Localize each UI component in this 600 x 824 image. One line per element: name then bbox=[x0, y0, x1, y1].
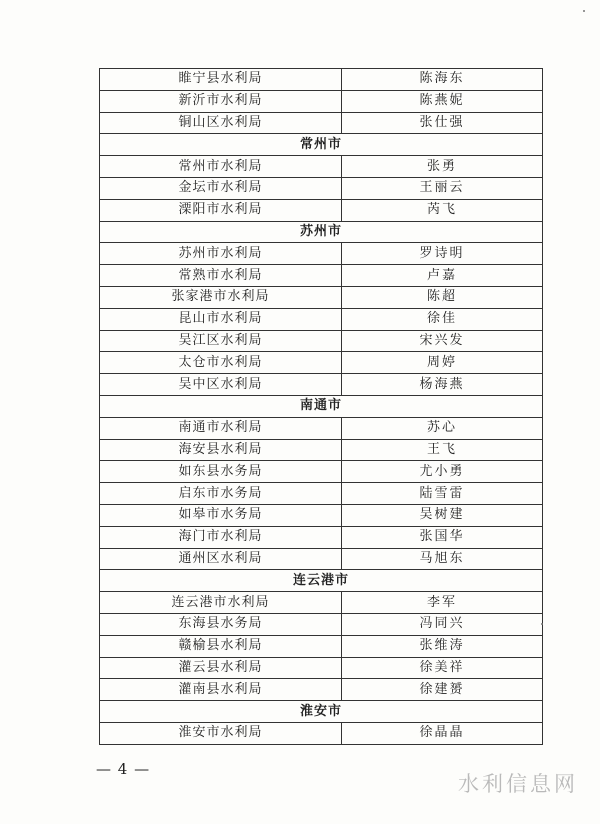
region-header: 淮安市 bbox=[100, 701, 543, 723]
unit-name-cell: 铜山区水利局 bbox=[100, 112, 342, 134]
person-name-cell: 罗诗明 bbox=[342, 243, 543, 265]
table-row bbox=[100, 90, 543, 112]
person-name-cell: 张勇 bbox=[342, 156, 543, 178]
person-name-cell: 陈燕妮 bbox=[342, 90, 543, 112]
person-name-cell: 吴树建 bbox=[342, 504, 543, 526]
table-row bbox=[100, 177, 543, 199]
table-row bbox=[100, 265, 543, 287]
person-name-cell: 周婷 bbox=[342, 352, 543, 374]
table-row bbox=[100, 548, 543, 570]
table-row bbox=[100, 461, 543, 483]
region-header: 南通市 bbox=[100, 395, 543, 417]
unit-name-cell: 新沂市水利局 bbox=[100, 90, 342, 112]
table-row bbox=[100, 657, 543, 679]
person-name-cell: 徐建赟 bbox=[342, 679, 543, 701]
person-name-cell: 宋兴发 bbox=[342, 330, 543, 352]
person-name-cell: 芮飞 bbox=[342, 199, 543, 221]
region-header: 连云港市 bbox=[100, 570, 543, 592]
region-header-row bbox=[100, 221, 543, 243]
person-name-cell: 张维涛 bbox=[342, 635, 543, 657]
roster-body bbox=[100, 69, 543, 745]
unit-name-cell: 海安县水利局 bbox=[100, 439, 342, 461]
unit-name-cell: 昆山市水利局 bbox=[100, 308, 342, 330]
table-row bbox=[100, 504, 543, 526]
table-row bbox=[100, 592, 543, 614]
person-name-cell: 李军 bbox=[342, 592, 543, 614]
unit-name-cell: 灌南县水利局 bbox=[100, 679, 342, 701]
person-name-cell: 王丽云 bbox=[342, 177, 543, 199]
table-row bbox=[100, 374, 543, 396]
person-name-cell: 陈超 bbox=[342, 286, 543, 308]
unit-name-cell: 苏州市水利局 bbox=[100, 243, 342, 265]
contact-roster-table bbox=[99, 68, 543, 745]
unit-name-cell: 太仓市水利局 bbox=[100, 352, 342, 374]
unit-name-cell: 海门市水利局 bbox=[100, 526, 342, 548]
region-header-row bbox=[100, 570, 543, 592]
person-name-cell: 马旭东 bbox=[342, 548, 543, 570]
table-row bbox=[100, 352, 543, 374]
table-row bbox=[100, 722, 543, 744]
region-header-row bbox=[100, 134, 543, 156]
unit-name-cell: 吴江区水利局 bbox=[100, 330, 342, 352]
unit-name-cell: 如皋市水务局 bbox=[100, 504, 342, 526]
table-row bbox=[100, 330, 543, 352]
person-name-cell: 张国华 bbox=[342, 526, 543, 548]
table-row bbox=[100, 156, 543, 178]
unit-name-cell: 吴中区水利局 bbox=[100, 374, 342, 396]
table-row bbox=[100, 483, 543, 505]
person-name-cell: 徐晶晶 bbox=[342, 722, 543, 744]
unit-name-cell: 如东县水务局 bbox=[100, 461, 342, 483]
unit-name-cell: 启东市水务局 bbox=[100, 483, 342, 505]
region-header-row bbox=[100, 701, 543, 723]
table-row bbox=[100, 526, 543, 548]
unit-name-cell: 赣榆县水利局 bbox=[100, 635, 342, 657]
table-row bbox=[100, 199, 543, 221]
table-row bbox=[100, 308, 543, 330]
scan-speck bbox=[541, 623, 543, 625]
unit-name-cell: 东海县水务局 bbox=[100, 613, 342, 635]
person-name-cell: 王飞 bbox=[342, 439, 543, 461]
unit-name-cell: 淮安市水利局 bbox=[100, 722, 342, 744]
region-header: 常州市 bbox=[100, 134, 543, 156]
person-name-cell: 冯同兴 bbox=[342, 613, 543, 635]
table-row bbox=[100, 679, 543, 701]
unit-name-cell: 睢宁县水利局 bbox=[100, 69, 342, 91]
table-row bbox=[100, 112, 543, 134]
person-name-cell: 卢嘉 bbox=[342, 265, 543, 287]
table-row bbox=[100, 417, 543, 439]
table-row bbox=[100, 286, 543, 308]
person-name-cell: 徐佳 bbox=[342, 308, 543, 330]
unit-name-cell: 张家港市水利局 bbox=[100, 286, 342, 308]
table-row bbox=[100, 439, 543, 461]
region-header-row bbox=[100, 395, 543, 417]
person-name-cell: 徐美祥 bbox=[342, 657, 543, 679]
table-row bbox=[100, 69, 543, 91]
table-row bbox=[100, 243, 543, 265]
person-name-cell: 杨海燕 bbox=[342, 374, 543, 396]
person-name-cell: 尤小勇 bbox=[342, 461, 543, 483]
unit-name-cell: 通州区水利局 bbox=[100, 548, 342, 570]
table-row bbox=[100, 635, 543, 657]
person-name-cell: 苏心 bbox=[342, 417, 543, 439]
unit-name-cell: 常州市水利局 bbox=[100, 156, 342, 178]
table-row bbox=[100, 613, 543, 635]
unit-name-cell: 连云港市水利局 bbox=[100, 592, 342, 614]
unit-name-cell: 溧阳市水利局 bbox=[100, 199, 342, 221]
unit-name-cell: 灌云县水利局 bbox=[100, 657, 342, 679]
page-number: — 4 — bbox=[96, 760, 151, 778]
unit-name-cell: 金坛市水利局 bbox=[100, 177, 342, 199]
unit-name-cell: 南通市水利局 bbox=[100, 417, 342, 439]
watermark-text: 水利信息网 bbox=[458, 772, 578, 796]
scan-speck bbox=[583, 10, 585, 12]
person-name-cell: 张仕强 bbox=[342, 112, 543, 134]
person-name-cell: 陆雪雷 bbox=[342, 483, 543, 505]
person-name-cell: 陈海东 bbox=[342, 69, 543, 91]
region-header: 苏州市 bbox=[100, 221, 543, 243]
unit-name-cell: 常熟市水利局 bbox=[100, 265, 342, 287]
